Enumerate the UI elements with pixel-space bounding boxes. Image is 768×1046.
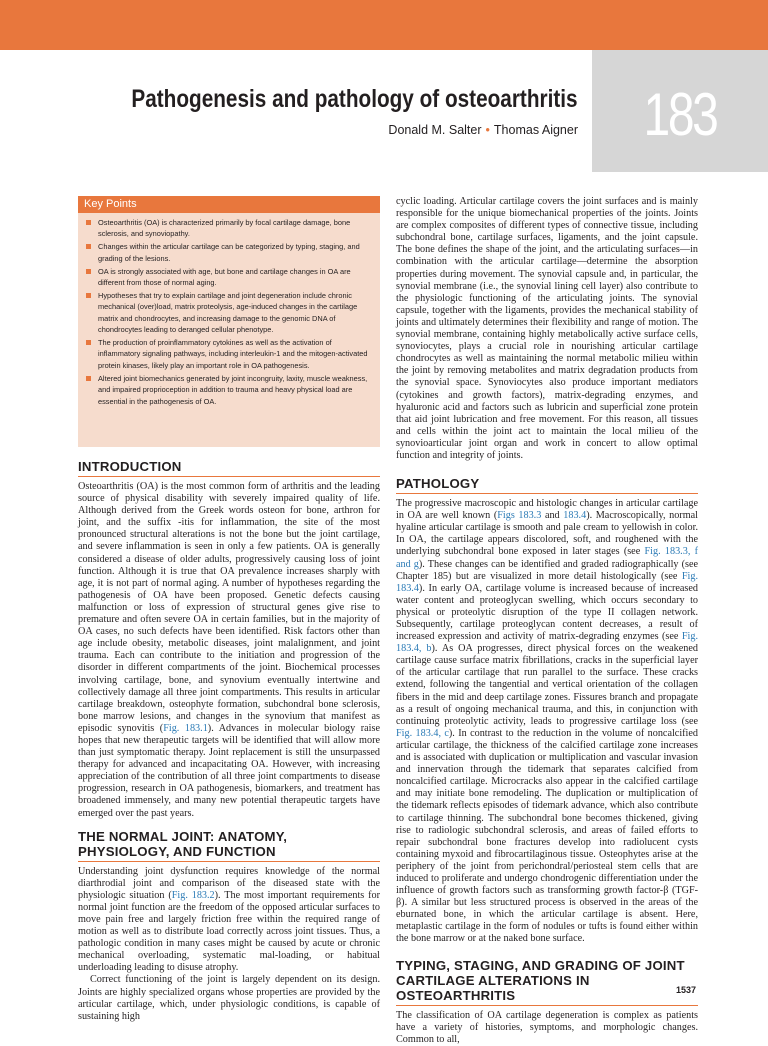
typing-paragraph: The classification of OA cartilage degeneration is complex as patients have a variety of histories, symptoms, and morphologic changes. Common to all, (396, 1009, 698, 1045)
page-number: 1537 (675, 985, 696, 995)
right-column (396, 196, 698, 1046)
figure-link[interactable]: Figs 183.3 (497, 510, 542, 522)
authors (388, 123, 578, 137)
chapter-number: 183 (643, 81, 717, 148)
key-points-box (78, 196, 380, 447)
figure-link[interactable]: Fig. 183.2 (171, 889, 215, 901)
figure-link[interactable]: Fig. 183.1 (163, 722, 208, 734)
key-points-list (78, 217, 380, 407)
key-points-heading: Key Points (78, 196, 380, 213)
key-point-item: OA is strongly associated with age, but bone and cartilage changes in OA are different from those of normal aging. (86, 266, 372, 289)
introduction-paragraph: Osteoarthritis (OA) is the most common form of arthritis and the leading source of physical disability with severely impaired quality of life. Although derived from the Greek words osteon for bone, arthron for joint, and the suffix -itis for inflammation, the site of the most pronounced structural alterations is not the bone but the joint cartilage, and severe inflammation is seen in only a few patients. OA is generally considered a disease of older adults, progressively causing loss of joint function. Although it is true that OA prevalence increases sharply with age, it is not part of normal aging. A number of hypotheses regarding the pathogenesis of OA have been proposed. Genetic defects causing malfunction or loss of expression of structural genes give rise to premature and often severe OA in certain families, but in the majority of OA cases, no such defects have been identified. Risk factors other than age include obesity, metabolic diseases, joint malalignment, and joint trauma. Each can contribute to the initiation and progression of the disorder in different compartments of the joint. Biochemical processes involving cartilage, bone, and synovium eventually intertwine and collectively damage all three joint compartments. This results in articular cartilage breakdown, osteophyte formation, subchondral bone sclerosis, bone marrow lesions, and changes in the synovium that manifest as episodic synovitis (Fig. 183.1). Advances in molecular biology raise hopes that new therapeutic targets will be identified that will allow more than just symptomatic therapy. Joint replacement is still the unsurpassed therapy for advanced and incapacitating OA. However, with increasing appreciation of the contribution of all three joint compartments to disease progression, research in OA pathogenesis, biomarkers, and treatment has broadened immensely, and many new potential therapeutic targets have emerged over the past years. (78, 481, 381, 819)
key-point-item: Osteoarthritis (OA) is characterized primarily by focal cartilage damage, bone sclerosis, and synoviopathy. (86, 217, 372, 240)
author-2: Thomas Aigner (493, 123, 578, 137)
figure-link[interactable]: Fig. 183.4, c (396, 727, 449, 739)
key-point-item: Hypotheses that try to explain cartilage and joint degeneration include chronic mechanical (over)load, matrix proteolysis, age-induced changes in the cartilage matrix and chondrocytes, and increasing damage to the genomic DNA of chondrocytes leading to deranged cellular phenotype. (86, 290, 372, 336)
bullet-square-icon (86, 269, 91, 274)
pathology-heading: PATHOLOGY (396, 476, 698, 494)
typing-heading: TYPING, STAGING, AND GRADING OF JOINT CARTILAGE ALTERATIONS IN OSTEOARTHRITIS (396, 958, 698, 1006)
bullet-separator-icon: • (485, 123, 490, 137)
key-point-item: The production of proinflammatory cytokines as well as the activation of inflammatory signaling pathways, including interleukin-1 and the mitogen-activated protein kinases, likely play an important role in OA pathogenesis. (86, 337, 372, 371)
left-column (78, 196, 380, 1023)
normal-joint-paragraph-2: Correct functioning of the joint is largely dependent on its design. Joints are highly specialized organs whose properties are provided by the articular cartilage, which, under physiologic conditions, is capable of sustaining high (78, 974, 380, 1022)
bullet-square-icon (86, 376, 91, 381)
pathology-paragraph: The progressive macroscopic and histologic changes in articular cartilage in OA are well known (Figs 183.3 and 183.4). Macroscopically, normal hyaline articular cartilage is smooth and pale cream to yellowish in color. In OA, the cartilage appears discolored, soft, and roughened with the underlying subchondral bone exposed in later stages (see Fig. 183.3, f and g). These changes can be identified and graded radiographically (see Chapter 185) but are visualized in more detail histologically (see Fig. 183.4). In early OA, cartilage volume is increased because of increased water content and proteoglycan swelling, which occurs secondary to physical or proteolytic disruption of the type II collagen network. Subsequently, cartilage proteoglycan content decreases, a result of increased expression and activity of matrix-degrading enzymes (see Fig. 183.4, b). As OA progresses, direct physical forces on the weakened cartilage cause surface matrix fibrillations, cracks in the superficial layer of the articular cartilage that run parallel to the surface. These cracks extend, following the tangential and vertical orientation of the collagen fibers in the mid and deep cartilage zones. Fissures branch and propagate as a result of ongoing mechanical trauma, and this, in conjunction with continuing proteolytic activity, leads to progressive cartilage loss (see Fig. 183.4, c). In contrast to the reduction in the volume of noncalcified articular cartilage, the thickness of the calcified cartilage zone increases and is associated with duplication or multiplication and vascular invasion and innervation through the tidemark that separates calcified from noncalcified cartilage. Microcracks also appear in the calcified cartilage and may initiate bone remodeling. The duplication or multiplication of the tidemark reflects episodes of tidemark advance, which also contribute to cartilage thinning. The subchondral bone becomes thickened, giving rise to radiologic subchondral sclerosis, and areas of failed efforts to repair subchondral bone fractures develop into radiolucent cysts containing myxoid and fibrocartilaginous tissue. Osteophytes arise at the periphery of the joint from perichondral/periosteal stem cells that are induced to proliferate and undergo chondrogenic differentiation under the influence of growth factors such as transforming growth factor-β (TGF-β). A similar but less structured process is observed in the areas of the eburnated bone, in which the articular cartilage is absent. Here, metaplastic cartilage in the form of nodules or tufts is found either within the bone marrow or at the naked bone surface. (396, 498, 699, 945)
bullet-square-icon (86, 293, 91, 298)
figure-link[interactable]: Fig. 183.4 (396, 570, 698, 594)
bullet-square-icon (86, 340, 91, 345)
bullet-square-icon (86, 244, 91, 249)
chapter-title: Pathogenesis and pathology of osteoarthritis (131, 85, 578, 113)
author-1: Donald M. Salter (388, 123, 482, 137)
normal-joint-heading: THE NORMAL JOINT: ANATOMY, PHYSIOLOGY, AND FUNCTION (78, 829, 380, 862)
figure-link[interactable]: Fig. 183.4, b (396, 631, 698, 655)
chapter-number-box (592, 50, 768, 172)
introduction-heading: INTRODUCTION (78, 459, 380, 477)
normal-joint-paragraph: Understanding joint dysfunction requires knowledge of the normal diarthrodial joint and comparison of the diseased state with the physiologic situation (Fig. 183.2). The most important requirements for normal joint function are the freedom of the opposed articular surfaces to move pain free and largely friction free within the required range of motion as well as to distribute load correctly across joint tissues. Thus, a pathologic condition in many cases might be caused by acute or chronic mechanical overloading, systematic mal-loading, or habitual underloading leading to disuse atrophy. (78, 865, 381, 974)
continuation-paragraph: cyclic loading. Articular cartilage covers the joint surfaces and is mainly responsible for the unique biomechanical properties of the joints. Joints are complex composites of different types of connective tissue, including subchondral bone, cartilage surfaces, ligaments, and the joint capsule. The bone defines the shape of the joint, and the articulating surfaces—in combination with the articular cartilage—determine the absorption properties during movement. The synovial capsule and, in particular, the synovial membrane (i.e., the synovial lining cell layer) also contribute to the physiologic functioning of the articulating joints. The synovial capsule, together with the ligaments, provides the mechanical stability of joints and ultimately determines their flexibility and range of motion. The synovial membrane, containing highly metabolically active surface cells, synoviocytes, plays a crucial role in nourishing articular cartilage chondrocytes as well as maintaining the normal metabolic milieu within the joint by removing metabolites and matrix degradation products from the synovial space. Synoviocytes also produce important mediators (cytokines and growth factors), matrix-degrading enzymes, and hyaluronic acid and factors such as lubricin and superficial zone protein that aid joint lubrication and free movement. For this reason, all tissues and cells within the joint act to maintain the local milieu of the synovioarticular joint organ and work in concert to allow optimal function and integrity of joints. (396, 196, 698, 461)
header-band (0, 0, 768, 50)
key-point-item: Altered joint biomechanics generated by joint incongruity, laxity, muscle weakness, and impaired proprioception in addition to trauma and heavy physical load are essential in the pathogenesis of OA. (86, 373, 372, 407)
key-point-item: Changes within the articular cartilage can be categorized by typing, staging, and grading of the lesions. (86, 241, 372, 264)
figure-link[interactable]: Fig. 183.3, f and g (396, 546, 699, 570)
figure-link[interactable]: 183.4 (563, 510, 587, 522)
bullet-square-icon (86, 220, 91, 225)
